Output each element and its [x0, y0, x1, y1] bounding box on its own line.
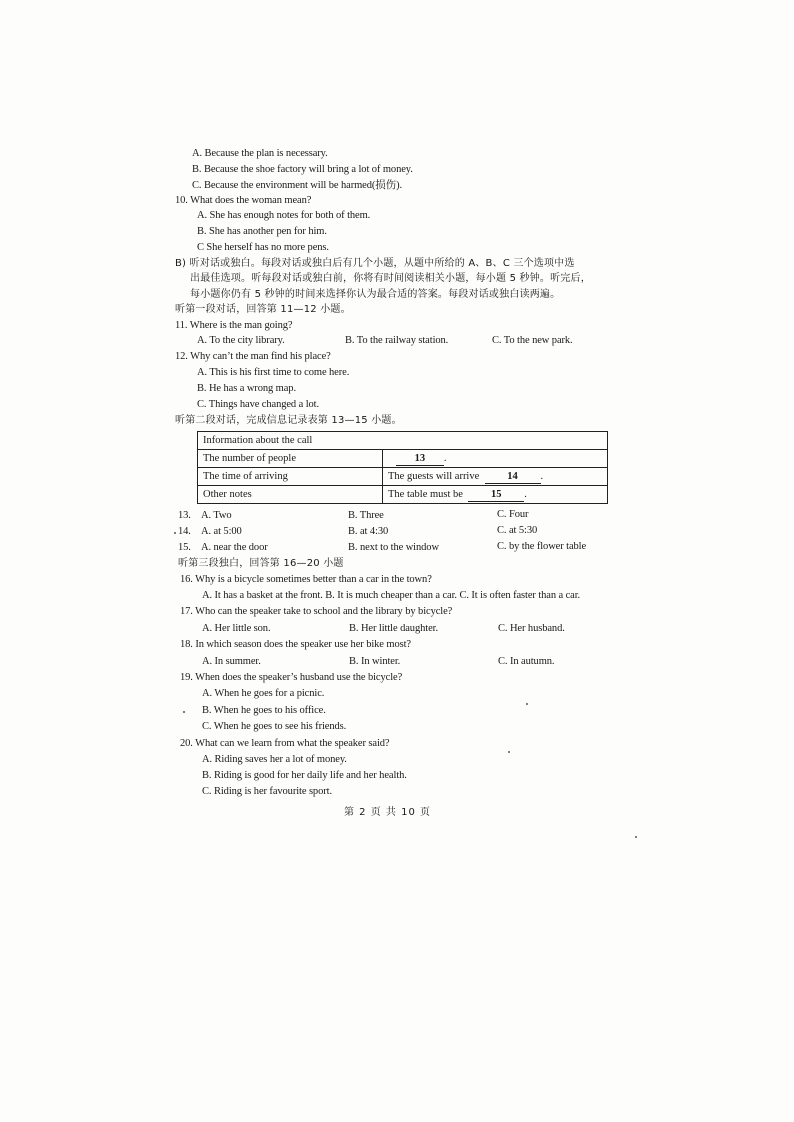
q16-question: 16. Why is a bicycle sometimes better than a car in the town?	[180, 574, 432, 585]
dialogue2-heading: 听第二段对话，完成信息记录表第 13—15 小题。	[175, 415, 402, 426]
page-footer: 第 2 页 共 10 页	[344, 807, 431, 818]
q9-option-b: B. Because the shoe factory will bring a lot of money.	[192, 164, 413, 175]
q17-option-b: B. Her little daughter.	[349, 623, 438, 634]
q13-option-c: C. Four	[497, 509, 529, 520]
info-row-value	[383, 486, 608, 504]
q10-option-b: B. She has another pen for him.	[197, 226, 327, 237]
q9-option-c: C. Because the environment will be harmed(损伤).	[192, 180, 403, 191]
q20-question: 20. What can we learn from what the speaker said?	[180, 738, 390, 749]
scan-speck	[635, 836, 637, 838]
info-row-label: The number of people	[198, 450, 383, 468]
q9-option-a: A. Because the plan is necessary.	[192, 148, 328, 159]
blank-15: 15	[468, 489, 524, 502]
q11-question: 11. Where is the man going?	[175, 320, 293, 331]
blank-13: 13	[396, 453, 444, 466]
info-table-header: Information about the call	[198, 432, 608, 450]
section-b-line1: B) 听对话或独白。每段对话或独白后有几个小题，从题中所给的 A、B、C 三个选项中选	[175, 258, 575, 269]
q13-option-b: B. Three	[348, 510, 384, 521]
scan-speck	[508, 751, 510, 753]
q17-option-c: C. Her husband.	[498, 623, 565, 634]
q20-option-c: C. Riding is her favourite sport.	[202, 786, 332, 797]
q17-question: 17. Who can the speaker take to school and the library by bicycle?	[180, 606, 453, 617]
blank-period: .	[524, 489, 527, 500]
q10-question: 10. What does the woman mean?	[175, 195, 312, 206]
q20-option-a: A. Riding saves her a lot of money.	[202, 754, 347, 765]
q15-number: 15.	[178, 542, 191, 553]
info-row-prefix: The table must be	[388, 489, 463, 500]
q14-option-a: A. at 5:00	[201, 526, 242, 537]
info-table-row	[198, 450, 608, 468]
info-record-table	[197, 431, 608, 504]
info-table-row	[198, 468, 608, 486]
info-row-label: The time of arriving	[198, 468, 383, 486]
q18-option-c: C. In autumn.	[498, 656, 555, 667]
q14-option-c: C. at 5:30	[497, 525, 538, 536]
q12-option-a: A. This is his first time to come here.	[197, 367, 350, 378]
q14-number: 14.	[178, 526, 191, 537]
q13-number: 13.	[178, 510, 191, 521]
q14-option-b: B. at 4:30	[348, 526, 389, 537]
section-b-line3: 每小题你仍有 5 秒钟的时间来选择你认为最合适的答案。每段对话或独白读两遍。	[190, 289, 561, 300]
q10-option-a: A. She has enough notes for both of them.	[197, 210, 371, 221]
q15-option-b: B. next to the window	[348, 542, 439, 553]
scan-speck	[174, 532, 176, 534]
q13-option-a: A. Two	[201, 510, 232, 521]
q19-option-c: C. When he goes to see his friends.	[202, 721, 347, 732]
q18-option-a: A. In summer.	[202, 656, 261, 667]
blank-period: .	[443, 453, 447, 464]
q20-option-b: B. Riding is good for her daily life and her health.	[202, 770, 407, 781]
info-row-value	[383, 468, 608, 486]
q11-option-b: B. To the railway station.	[345, 335, 449, 346]
q11-option-a: A. To the city library.	[197, 335, 285, 346]
q12-question: 12. Why can’t the man find his place?	[175, 351, 331, 362]
q10-option-c: C She herself has no more pens.	[197, 242, 329, 253]
q11-option-c: C. To the new park.	[492, 335, 573, 346]
q17-option-a: A. Her little son.	[202, 623, 271, 634]
q19-option-a: A. When he goes for a picnic.	[202, 688, 325, 699]
q19-option-b: B. When he goes to his office.	[202, 705, 326, 716]
dialogue1-heading: 听第一段对话，回答第 11—12 小题。	[175, 304, 351, 315]
info-table-header-row	[198, 432, 608, 450]
section-b-line2: 出最佳选项。听每段对话或独白前，你将有时间阅读相关小题，每小题 5 秒钟。听完后，	[190, 273, 591, 284]
q18-question: 18. In which season does the speaker use her bike most?	[180, 639, 411, 650]
q12-option-b: B. He has a wrong map.	[197, 383, 296, 394]
q19-question: 19. When does the speaker’s husband use the bicycle?	[180, 672, 403, 683]
q15-option-a: A. near the door	[201, 542, 268, 553]
info-row-prefix: The guests will arrive	[388, 471, 480, 482]
info-row-value	[383, 450, 608, 468]
q16-options: A. It has a basket at the front. B. It is much cheaper than a car. C. It is often faster than a car.	[202, 590, 581, 601]
q12-option-c: C. Things have changed a lot.	[197, 399, 320, 410]
q18-option-b: B. In winter.	[349, 656, 401, 667]
scan-speck	[183, 711, 185, 713]
q15-option-c: C. by the flower table	[497, 541, 587, 552]
scan-speck	[526, 703, 528, 705]
info-row-label: Other notes	[198, 486, 383, 504]
monologue3-heading: 听第三段独白，回答第 16—20 小题	[178, 558, 344, 569]
info-table-row	[198, 486, 608, 504]
blank-14: 14	[485, 471, 541, 484]
blank-period: .	[540, 471, 544, 482]
